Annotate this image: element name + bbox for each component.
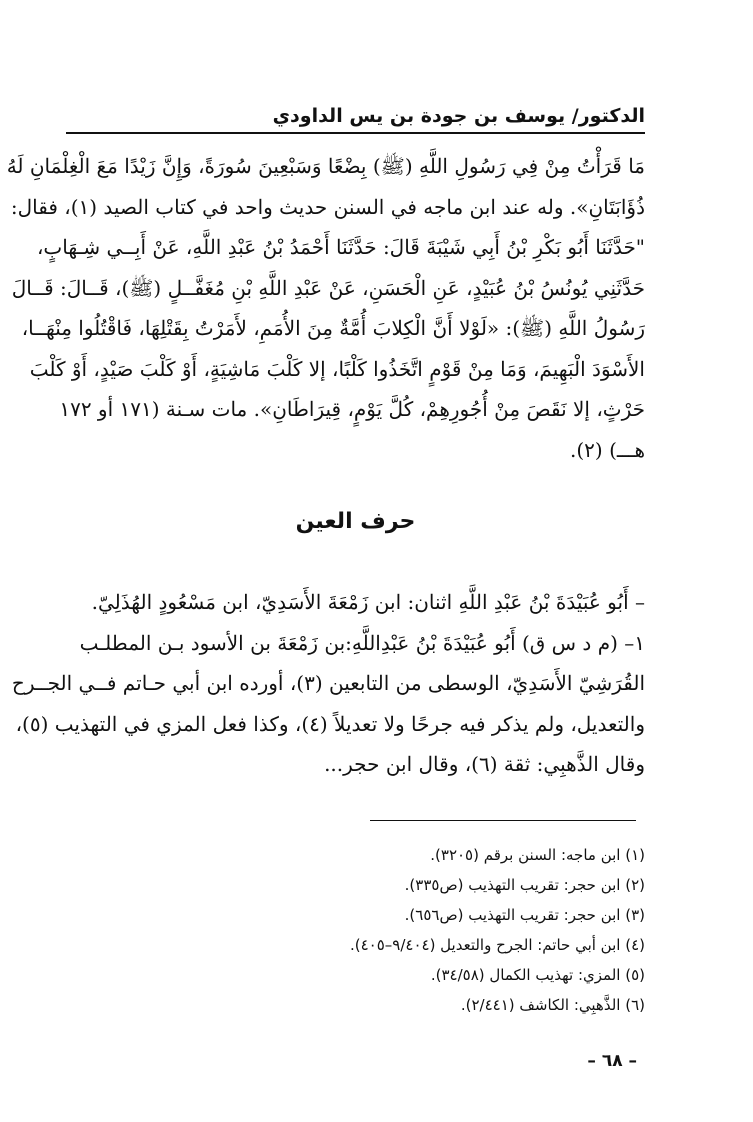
section-line: القُرَشِيّ الأَسَدِيّ، الوسطى من التابعين (٣)، أورده ابن أبي حـاتم فــي الجــرح <box>11 671 645 695</box>
footnote: (٤) ابن أبي حاتم: الجرح والتعديل (٩/٤٠٤–٤٠٥). <box>349 936 645 954</box>
main-text-block <box>6 146 645 470</box>
body-line: حَرْثٍ، إلا نَقَصَ مِنْ أُجُورِهِمْ، كُلَّ يَوْمٍ، قِيرَاطَانِ». مات سـنة (١٧١ أو ١٧٢ <box>59 397 645 421</box>
body-line: الأَسْوَدَ الْبَهِيمَ، وَمَا مِنْ قَوْمٍ اتَّخَذُوا كَلْبًا، إلا كَلْبَ مَاشِيَةٍ، أَوْ كَلْبَ صَيْدٍ، أَوْ كَلْبَ <box>29 356 645 381</box>
section-line: وقال الذَّهبِي: ثقة (٦)، وقال ابن حجر... <box>324 752 645 776</box>
footnote: (١) ابن ماجه: السنن برقم (٣٢٠٥). <box>430 846 645 864</box>
section-line: ١– (م د س ق) أَبُو عُبَيْدَةَ بْنُ عَبْدِاللَّهِ:بن زَمْعَةَ بن الأسود بـن المطلـب <box>79 630 645 655</box>
section-line: والتعديل، ولم يذكر فيه جرحًا ولا تعديلاً (٤)، وكذا فعل المزي في التهذيب (٥)، <box>15 711 645 736</box>
section-text-block <box>11 582 645 785</box>
footnote: (٢) ابن حجر: تقريب التهذيب (ص٣٣٥). <box>404 876 645 894</box>
body-line: حَدَّثَنِي يُونُسُ بْنُ عُبَيْدٍ، عَنِ الْحَسَنِ، عَنْ عَبْدِ اللَّهِ بْنِ مُغَفَّــلٍ (ﷺ)، قَــالَ: قَــالَ <box>11 275 645 300</box>
body-line: "حَدَّثَنَا أَبُو بَكْرِ بْنُ أَبِي شَيْبَةَ قَالَ: حَدَّثَنَا أَحْمَدُ بْنُ عَبْدِ اللَّهِ، عَنْ أَبِــي شِـهَابٍ، <box>36 235 645 259</box>
page-number: – ٦٨ – <box>587 1051 637 1071</box>
footnote: (٦) الذَّهبِي: الكاشف (٢/٤٤١). <box>460 996 645 1014</box>
footnote: (٥) المزي: تهذيب الكمال (٣٤/٥٨). <box>430 966 645 984</box>
body-line: هـــ) (٢). <box>569 437 645 462</box>
body-line: مَا قَرَأْتُ مِنْ فِي رَسُولِ اللَّهِ (ﷺ) بِضْعًا وَسَبْعِينَ سُورَةً، وَإِنَّ زَيْدًا مَعَ الْغِلْمَانِ لَهُ <box>6 154 645 178</box>
header-rule <box>66 132 645 134</box>
footnote: (٣) ابن حجر: تقريب التهذيب (ص٦٥٦). <box>404 906 645 924</box>
footnotes <box>280 840 645 1020</box>
footnote-rule <box>370 820 636 821</box>
running-header: الدكتور/ يوسف بن جودة بن يس الداودي <box>272 105 645 127</box>
section-line: – أَبُو عُبَيْدَةَ بْنُ عَبْدِ اللَّهِ اثنان: ابن زَمْعَةَ الأَسَدِيّ، ابن مَسْعُودٍ الهُذَلِيّ. <box>91 590 645 614</box>
section-title: حرف العين <box>295 509 416 534</box>
body-line: ذُؤَابَتَانِ». وله عند ابن ماجه في السنن حديث واحد في كتاب الصيد (١)، فقال: <box>10 194 645 219</box>
body-line: رَسُولُ اللَّهِ (ﷺ): «لَوْلا أَنَّ الْكِلابَ أُمَّةٌ مِنَ الأُمَمِ، لأَمَرْتُ بِقَتْلِهَا، فَاقْتُلُوا مِنْهَــا، <box>21 316 645 340</box>
